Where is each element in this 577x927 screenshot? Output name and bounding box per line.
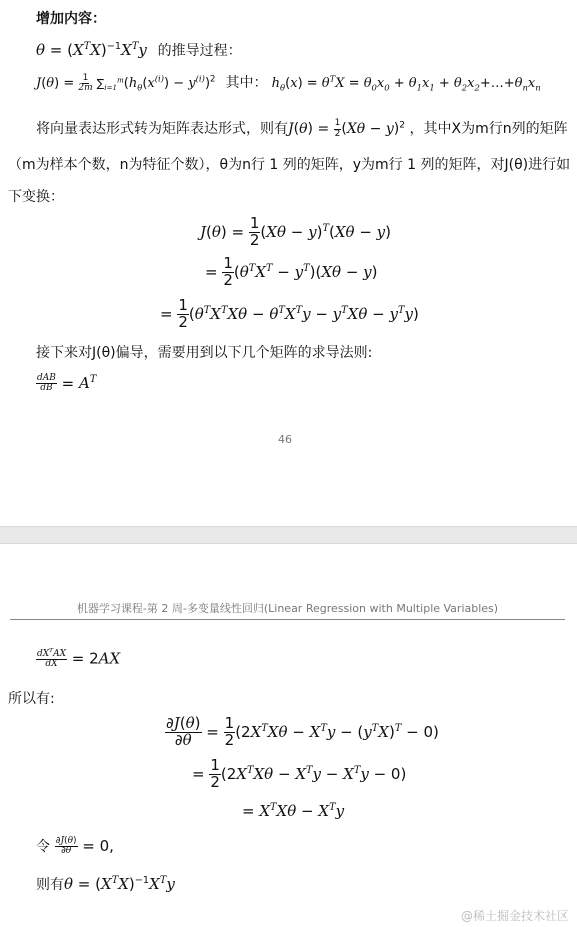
paragraph-dimensions: （m为样本个数，n为特征个数），θ为n行 1 列的矩阵，y为m行 1 列的矩阵，对J(θ)进行如 xyxy=(8,157,571,173)
derivation-label: 的推导过程： xyxy=(157,43,242,59)
page-number: 46 xyxy=(278,433,292,446)
page-break xyxy=(0,526,577,544)
rule-1-equation: $\frac{\text{dAB}}{dB}$ = $A^T$ xyxy=(37,373,97,394)
paragraph-derivative-rules: 接下来对J(θ)偏导，需要用到以下几个矩阵的求导法则: xyxy=(36,345,373,361)
paragraph-matrix-form: 将向量表达形式转为矩阵表达形式，则有J(θ) = $\frac{1}{2}$ $(X\theta - y)^2$ ，其中X为m行n列的矩阵 xyxy=(36,118,568,139)
equation-line-2: = $\frac{1}{2}$ $(\theta^TX^T - y^T)(X\theta - y)$ xyxy=(205,254,378,289)
among-label: 其中： xyxy=(225,75,268,91)
page-header: 机器学习课程-第 2 周-多变量线性回归(Linear Regression with Multiple Variables) xyxy=(10,600,565,620)
paragraph-transform: 下变换： xyxy=(8,189,64,205)
gradient-line-1: $\frac{\partial J(\theta)}{\partial\theta}$ = $\frac{1}{2}$ $(2X^TX\theta - X^Ty - (y^TX)^T - 0)$ xyxy=(166,714,439,749)
watermark: @稀土掘金技术社区 xyxy=(460,909,569,923)
cost-function-equation: J(θ) = $\frac{1}{2m}$ $\sum_{i=1}^m(h_\theta(x^{(i)}) - y^{(i)})^2$ 其中： $h_\theta(x) = \theta^TX = \theta_0x_0 + \theta_1x_1$ + $\theta_2x_2+\dots+\theta_nx_n$ xyxy=(36,72,541,93)
theta-normal-equation-title: $\theta = (X^TX)^{-1}X^Ty$ 的推导过程： xyxy=(36,41,242,59)
gradient-line-2: = $\frac{1}{2}$ $(2X^TX\theta - X^Ty - X^Ty - 0)$ xyxy=(192,756,407,791)
rule-2-equation: $\frac{dX^TAX}{dX}$ = 2AX xyxy=(37,648,121,670)
so-label: 所以有: xyxy=(8,691,55,707)
equation-line-1: J(θ) = $\frac{1}{2}$ $(X\theta - y)^T(X\theta - y)$ xyxy=(200,214,391,249)
result-equation: 则有$\theta = (X^TX)^{-1}X^Ty$ xyxy=(36,875,175,893)
equation-line-3: = $\frac{1}{2}$ $(\theta^TX^TX\theta - \theta^TX^Ty - y^TX\theta - y^Ty)$ xyxy=(160,296,419,331)
set-zero-equation: 令 $\frac{\partial J(\theta)}{\partial\theta}$ = 0, xyxy=(36,835,114,856)
gradient-line-3: = $X^TX\theta - X^Ty$ xyxy=(242,802,345,820)
section-heading: 增加内容： xyxy=(36,11,106,27)
